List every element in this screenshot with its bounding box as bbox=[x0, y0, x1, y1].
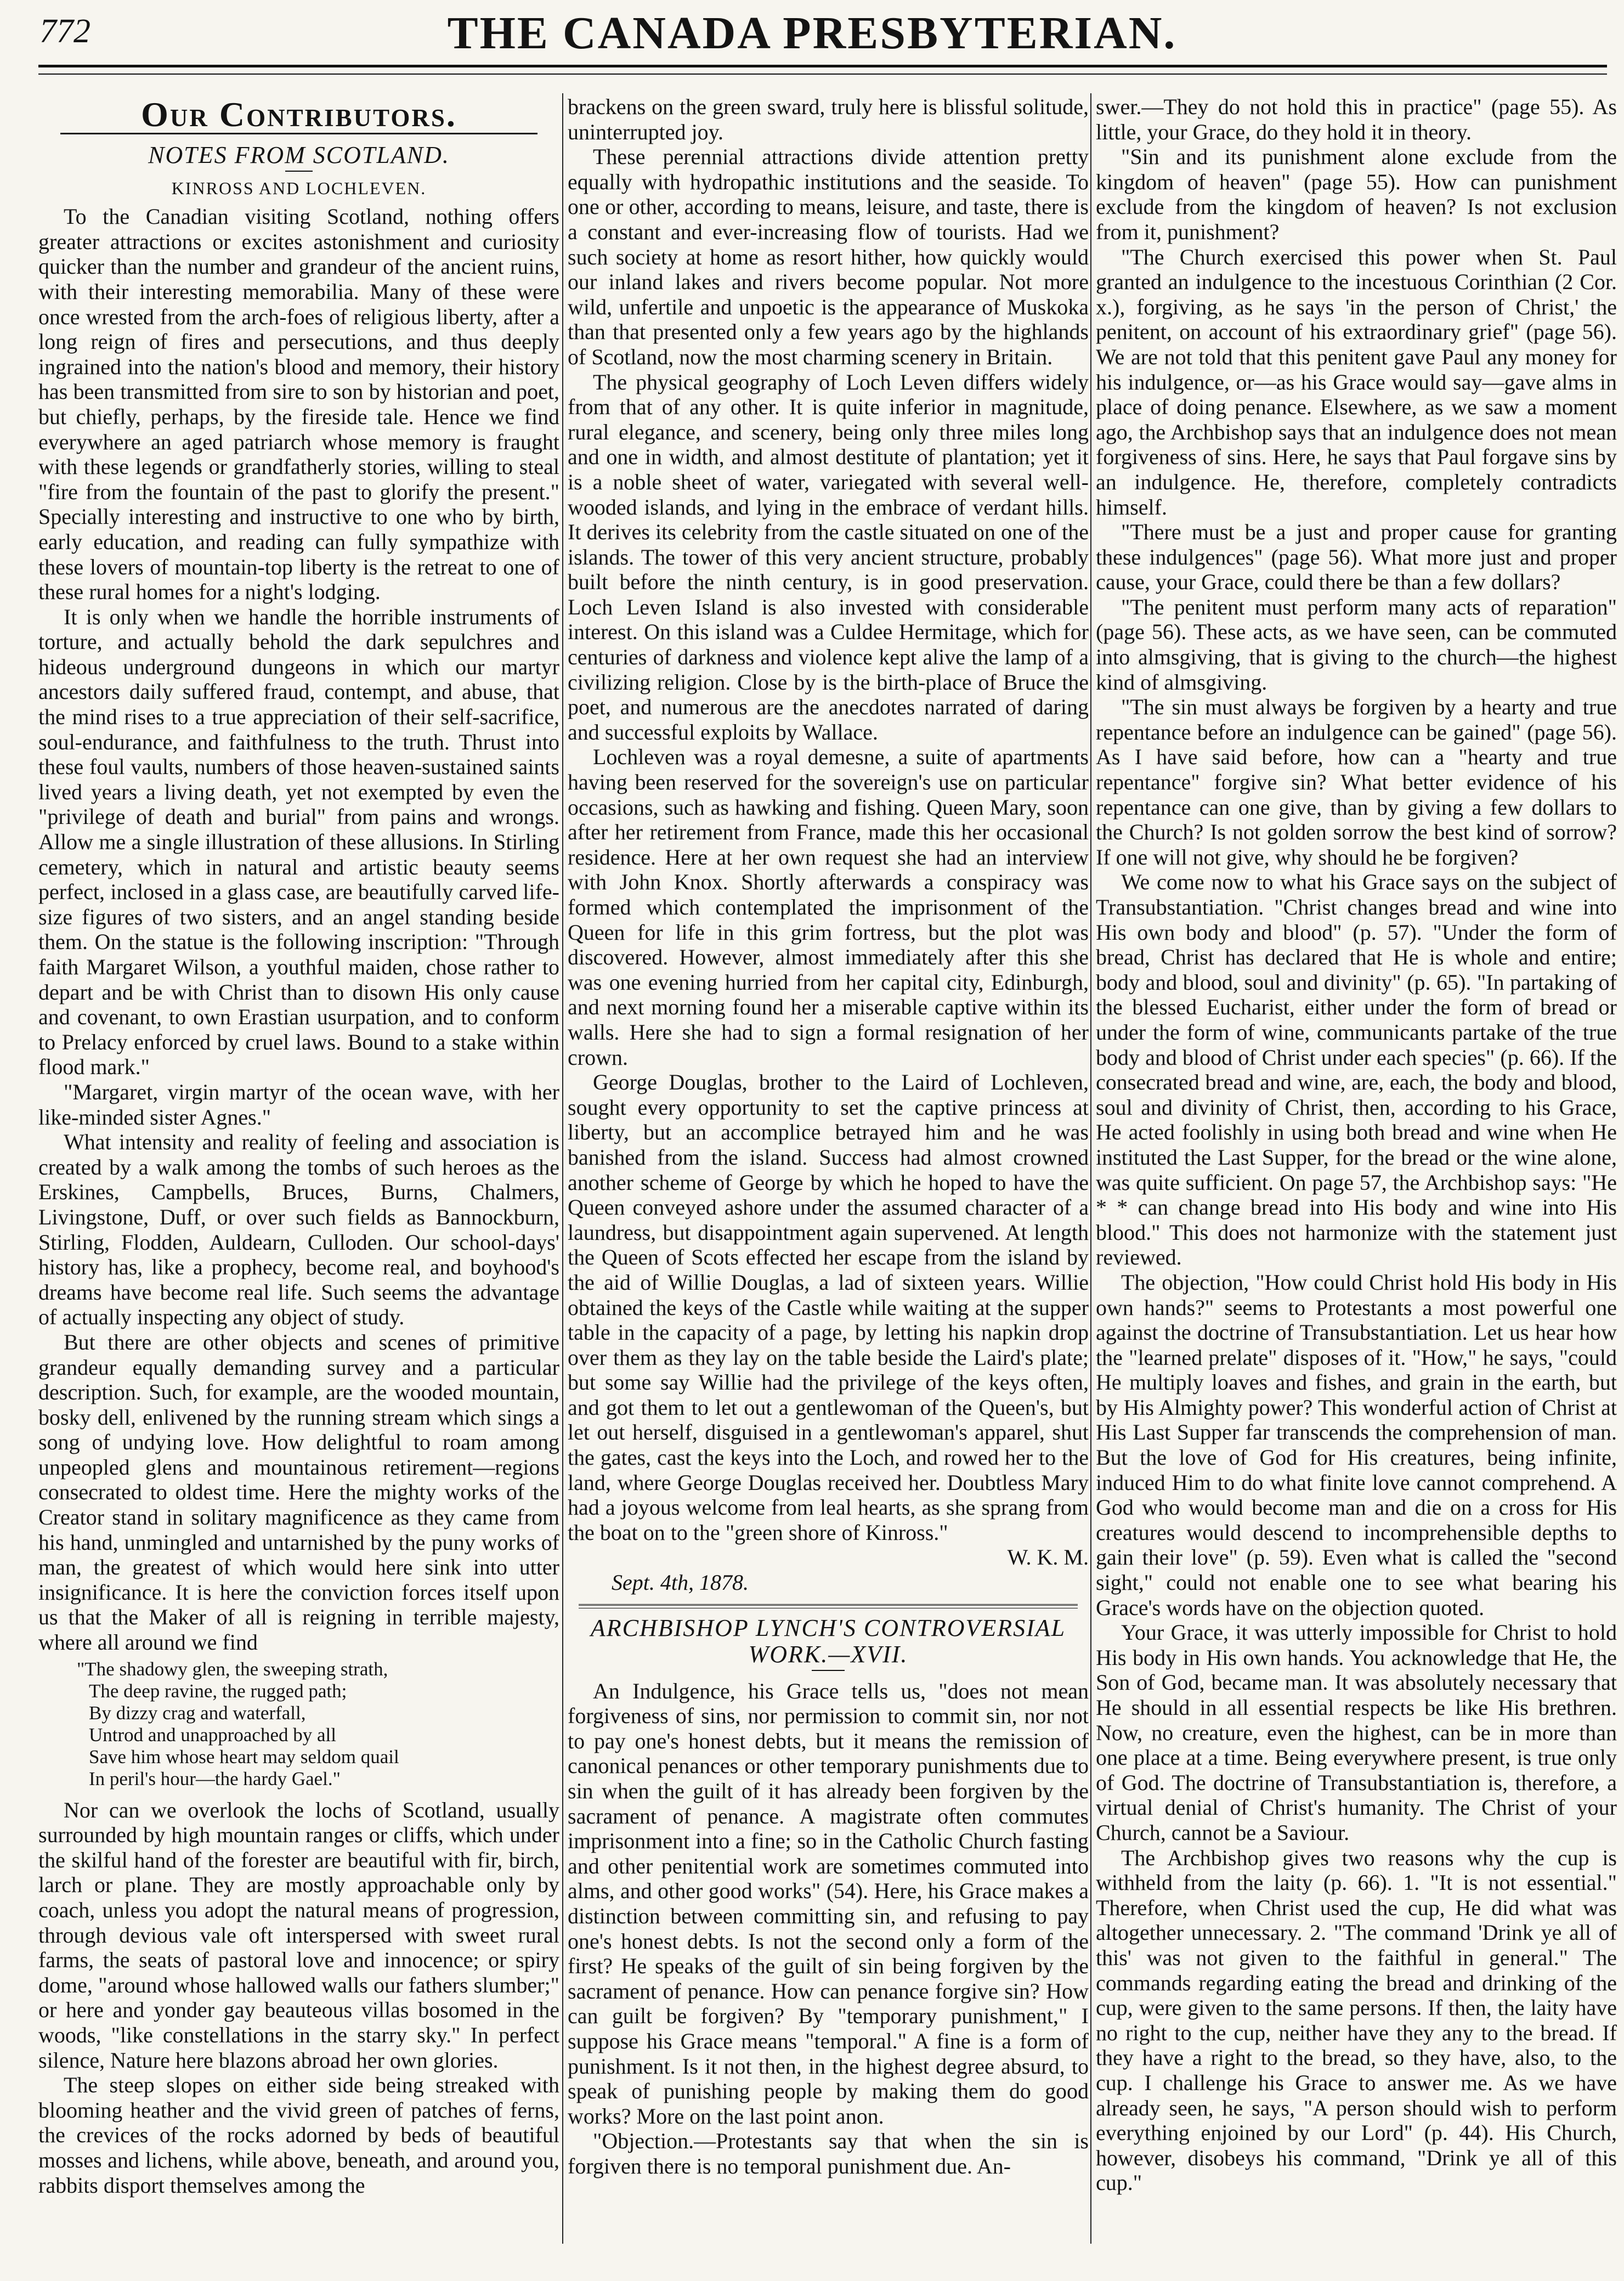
paragraph: Your Grace, it was utterly impossible for Christ to hold His body in His own hands. You acknowledge that He, the Son of God, became man. It was absolutely necessary that He should in all essential respects be like His brethren. Now, no creature, even the highest, can be in more than one place at a time. Being everywhere present, is true only of God. The doctrine of Transubstantiation is, therefore, a virtual denial of Christ's humanity. The Christ of your Church, cannot be a Saviour. bbox=[1096, 1620, 1617, 1845]
paragraph: To the Canadian visiting Scotland, nothing offers greater attractions or excites astonishment and curiosity quicker than the number and grandeur of the ancient ruins, with their interesting memorabilia. Many of these were once wrested from the arch-foes of religious liberty, after a long reign of fires and persecutions, and thus deeply ingrained into the nation's blood and memory, their history has been transmitted from sire to son by historian and poet, but chiefly, perhaps, by the fireside tale. Hence we find everywhere an aged patriarch whose memory is fraught with these legends or grandfatherly stories, willing to steal "fire from the fountain of the past to glorify the present." Specially interesting and instructive to one who by birth, early education, and reading can fully sympathize with these lovers of mountain-top liberty is the retreat to one of these rural homes for a night's lodging. bbox=[38, 204, 559, 605]
paragraph: The steep slopes on either side being streaked with blooming heather and the vivid green of patches of ferns, the crevices of the rocks adorned by beds of beautiful mosses and lichens, while above, beneath, and around you, rabbits disport themselves among the bbox=[38, 2073, 559, 2198]
author-signature: W. K. M. bbox=[1007, 1545, 1089, 1570]
article-divider bbox=[579, 1604, 1078, 1608]
paragraph: These perennial attractions divide attention pretty equally with hydropathic institutions and the seaside. To one or other, according to means, leisure, and taste, there is a constant and ever-increasing flow of tourists. Had we such society at home as resort hither, how quickly would our inland lakes and rivers become popular. Not more wild, unfertile and unpoetic is the appearance of Muskoka than that presented only a few years ago by the highlands of Scotland, now the most charming scenery in Britain. bbox=[568, 144, 1089, 369]
paragraph: But there are other objects and scenes of primitive grandeur equally demanding survey and a particular description. Such, for example, are the wooded mountain, bosky dell, enlivened by the running stream which sings a song of undying love. How delightful to roam among unpeopled glens and mountainous retirement—regions consecrated to oldest time. Here the mighty works of the Creator stand in solitary magnificence as they came from his hand, unmingled and untarnished by the puny works of man, the greatest of which would here sink into utter insignificance. It is here the conviction forces itself upon us that the Maker of all is reigning in terrible majesty, where all around we find bbox=[38, 1329, 559, 1655]
paragraph: swer.—They do not hold this in practice" (page 55). As little, your Grace, do they hold it in theory. bbox=[1096, 94, 1617, 144]
poem-line: By dizzy crag and waterfall, bbox=[89, 1702, 306, 1724]
paragraph: brackens on the green sward, truly here is blissful solitude, uninterrupted joy. bbox=[568, 94, 1089, 144]
poem-line: The deep ravine, the rugged path; bbox=[89, 1680, 347, 1702]
page-number: 772 bbox=[39, 13, 90, 50]
poem-line: Save him whose heart may seldom quail bbox=[89, 1746, 399, 1768]
paragraph: "Sin and its punishment alone exclude from the kingdom of heaven" (page 55). How can punishment exclude from the kingdom of heaven? Is not exclusion from it, punishment? bbox=[1096, 144, 1617, 244]
article-title-line: WORK.—XVII. bbox=[748, 1640, 908, 1668]
article-date: Sept. 4th, 1878. bbox=[612, 1570, 749, 1595]
paragraph: "The Church exercised this power when St. Paul granted an indulgence to the incestuous Corinthian (2 Cor. x.), forgiving, as he says 'in the person of Christ,' the penitent, on account of his extraordinary grief" (page 56). We are not told that this penitent gave Paul any money for his indulgence, or—as his Grace would say—gave alms in place of doing penance. Elsewhere, as we saw a moment ago, the Archbishop says that an indulgence does not mean forgiveness of sins. Here, he says that Paul forgave sins by an indulgence. He, therefore, completely contradicts himself. bbox=[1096, 244, 1617, 520]
masthead-rule-thin bbox=[38, 74, 1607, 75]
paragraph: Lochleven was a royal demesne, a suite of apartments having been reserved for the sovereign's use on particular occasions, such as hawking and fishing. Queen Mary, soon after her retirement from France, made this her occasional residence. Here at her own request she had an interview with John Knox. Shortly afterwards a conspiracy was formed which contemplated the imprisonment of the Queen for life in this grim fortress, but the plot was discovered. However, almost immediately after this she was one evening hurried from her capital city, Edinburgh, and next morning found her a miserable captive within its walls. Here she had to sign a formal resignation of her crown. bbox=[568, 744, 1089, 1070]
paragraph: "Objection.—Protestants say that when the sin is forgiven there is no temporal punishment due. An- bbox=[568, 2128, 1089, 2178]
masthead: THE CANADA PRESBYTERIAN. bbox=[447, 8, 1177, 59]
paragraph: "The sin must always be forgiven by a hearty and true repentance before an indulgence can be gained" (page 56). As I have said before, how can a "hearty and true repentance" forgive sin? What better evidence of his repentance can one give, than by giving a few dollars to the Church? Is not golden sorrow the best kind of sorrow? If one will not give, why should he be forgiven? bbox=[1096, 695, 1617, 870]
paragraph: "Margaret, virgin martyr of the ocean wave, with her like-minded sister Agnes." bbox=[38, 1079, 559, 1130]
column-2 bbox=[568, 94, 1089, 2261]
column-3 bbox=[1096, 94, 1617, 2261]
paragraph: The objection, "How could Christ hold His body in His own hands?" seems to Protestants a most powerful one against the doctrine of Transubstantiation. Let us hear how the "learned prelate" disposes of it. "How," he says, "could He multiply loaves and fishes, and grain in the earth, but by His Almighty power? This wonderful action of Christ at His Last Supper far transcends the comprehension of man. But the love of God for His creatures, being infinite, induced Him to do what finite love cannot comprehend. A God who would become man and die on a cross for His creatures would descend to incomprehensible depths to gain their love" (p. 59). Even what is called the "second sight," could not enable one to see what bearing his Grace's words have on the objection quoted. bbox=[1096, 1269, 1617, 1620]
column-separator bbox=[562, 93, 563, 2244]
paragraph: It is only when we handle the horrible instruments of torture, and actually behold the dark sepulchres and hideous underground dungeons in which our martyr ancestors daily suffered fraud, contempt, and abuse, that the mind rises to a true appreciation of their self-sacrifice, soul-endurance, and faithfulness to the truth. Thrust into these foul vaults, numbers of those heaven-sustained saints lived years a living death, yet not exempted by even the "privilege of death and burial" from pains and wrongs. Allow me a single illustration of these allusions. In Stirling cemetery, which in natural and artistic beauty seems perfect, inclosed in a glass case, are beautifully carved life-size figures of two sisters, and an angel standing beside them. On the statue is the following inscription: "Through faith Margaret Wilson, a youthful maiden, chose rather to depart and be with Christ than to disown His only cause and covenant, to own Erastian usurpation, and to conform to Prelacy enforced by cruel laws. Bound to a stake within flood mark." bbox=[38, 604, 559, 1080]
article-title: NOTES FROM SCOTLAND. bbox=[148, 141, 450, 168]
poem-quote bbox=[77, 1658, 559, 1790]
paragraph: George Douglas, brother to the Laird of Lochleven, sought every opportunity to set the captive princess at liberty, but an accomplice betrayed him and he was banished from the island. Success had almost crowned another scheme of George by which he hoped to have the Queen conveyed ashore under the assumed character of a laundress, but disappointment again supervened. At length the Queen of Scots effected her escape from the island by the aid of Willie Douglas, a lad of sixteen years. Willie obtained the keys of the Castle while waiting at the supper table in the capacity of a page, by letting his napkin drop over them as they lay on the table beside the Laird's plate; but some say Willie had the privilege of the keys often, and got them to let out a gentlewoman of the Queen's, but let out herself, disguised in a gentlewoman's apparel, shut the gates, cast the keys into the Loch, and rowed her to the land, where George Douglas received her. Doubtless Mary had a joyous welcome from leal hearts, as she sprang from the boat on to the "green shore of Kinross." bbox=[568, 1070, 1089, 1545]
paragraph: The physical geography of Loch Leven differs widely from that of any other. It is quite inferior in magnitude, rural elegance, and scenery, being only three miles long and one in width, and almost destitute of plantation; yet it is a noble sheet of water, variegated with several well-wooded islands, and lying in the embrace of verdant hills. It derives its celebrity from the castle situated on one of the islands. The tower of this very ancient structure, probably built before the ninth century, is in good preservation. Loch Leven Island is also invested with considerable interest. On this island was a Culdee Hermitage, which for centuries of darkness and violence kept alive the lamp of a civilizing religion. Close by is the birth-place of Bruce the poet, and numerous are the anecdotes narrated of daring and successful exploits by Wallace. bbox=[568, 369, 1089, 744]
article-title bbox=[568, 1615, 1089, 1668]
column-separator bbox=[1090, 93, 1091, 2244]
title-rule bbox=[812, 1670, 845, 1671]
paragraph: "The penitent must perform many acts of reparation" (page 56). These acts, as we have seen, can be commuted into almsgiving, that is giving to the church—the highest kind of almsgiving. bbox=[1096, 594, 1617, 695]
poem-line: "The shadowy glen, the sweeping strath, bbox=[77, 1658, 388, 1680]
poem-line: Untrod and unapproached by all bbox=[89, 1724, 336, 1746]
masthead-rule bbox=[38, 65, 1607, 67]
paragraph: What intensity and reality of feeling and association is created by a walk among the tombs of such heroes as the Erskines, Campbells, Bruces, Burns, Chalmers, Livingstone, Duff, or over such fields as Bannockburn, Stirling, Flodden, Auldearn, Culloden. Our school-days' history has, like a prophecy, become real, and boyhood's dreams have become real life. Such seems the advantage of actually inspecting any object of study. bbox=[38, 1130, 559, 1330]
title-rule bbox=[285, 171, 313, 172]
article-subheading: KINROSS AND LOCHLEVEN. bbox=[171, 178, 427, 198]
column-1 bbox=[38, 94, 559, 2261]
article-title-line: ARCHBISHOP LYNCH'S CONTROVERSIAL bbox=[590, 1614, 1066, 1641]
poem-line: In peril's hour—the hardy Gael." bbox=[89, 1768, 341, 1789]
paragraph: The Archbishop gives two reasons why the cup is withheld from the laity (p. 66). 1. "It is not essential." Therefore, when Christ used the cup, He did what was altogether unnecessary. 2. "The command 'Drink ye all of this' was not given to the faithful in general." The commands regarding eating the bread and drinking of the cup, were given to the same persons. If then, the laity have no right to the cup, neither have they any to the bread. If they have a right to the bread, so they have, also, to the cup. I challenge his Grace to answer me. As we have already seen, he says, "A person should wish to perform everything enjoined by our Lord" (p. 44). His Church, however, disobeys his command, "Drink ye all of this cup." bbox=[1096, 1845, 1617, 2195]
section-heading: Our Contributors. bbox=[141, 95, 457, 134]
paragraph: "There must be a just and proper cause for granting these indulgences" (page 56). What more just and proper cause, your Grace, could there be than a few dollars? bbox=[1096, 520, 1617, 595]
paragraph: Nor can we overlook the lochs of Scotland, usually surrounded by high mountain ranges or cliffs, which under the skilful hand of the forester are beautiful with fir, birch, larch or plane. They are mostly approachable only by coach, unless you adopt the natural means of progression, through devious vale oft interspersed with sweet rural farms, the seats of pastoral love and innocence; or spiry dome, "around whose hallowed walls our fathers slumber;" or here and yonder gay beauteous villas bosomed in the woods, "like constellations in the starry sky." In perfect silence, Nature here blazons abroad her own glories. bbox=[38, 1797, 559, 2073]
paragraph: An Indulgence, his Grace tells us, "does not mean forgiveness of sins, nor permission to commit sin, nor not to pay one's honest debts, but it means the remission of canonical penances or other temporary punishments due to sin when the guilt of it has already been forgiven by the sacrament of penance. A magistrate often commutes imprisonment into a fine; so in the Catholic Church fasting and other penitential work are sometimes commuted into alms, and other good works" (54). Here, his Grace makes a distinction between committing sin, and refusing to pay one's honest debts. Is not the second only a form of the first? He speaks of the guilt of sin being forgiven by the sacrament of penance. How can penance forgive sin? How can guilt be forgiven? By "temporary punishment," I suppose his Grace means "temporal." A fine is a form of punishment. Is it not then, in the highest degree absurd, to speak of punishing people by making them do good works? More on the last point anon. bbox=[568, 1678, 1089, 2128]
paragraph: We come now to what his Grace says on the subject of Transubstantiation. "Christ changes bread and wine into His own body and blood" (p. 57). "Under the form of bread, Christ has declared that He is whole and entire; body and blood, soul and divinity" (p. 65). "In partaking of the blessed Eucharist, either under the form of bread or under the form of wine, communicants partake of the true body and blood of Christ under each species" (p. 66). If the consecrated bread and wine, are, each, the body and blood, soul and divinity of Christ, then, according to his Grace, He acted foolishly in using both bread and wine when He instituted the Last Supper, for the bread or the wine alone, was quite sufficient. On page 57, the Archbishop says: "He * * can change bread into His body and wine into His blood." This does not harmonize with the statement just reviewed. bbox=[1096, 870, 1617, 1270]
